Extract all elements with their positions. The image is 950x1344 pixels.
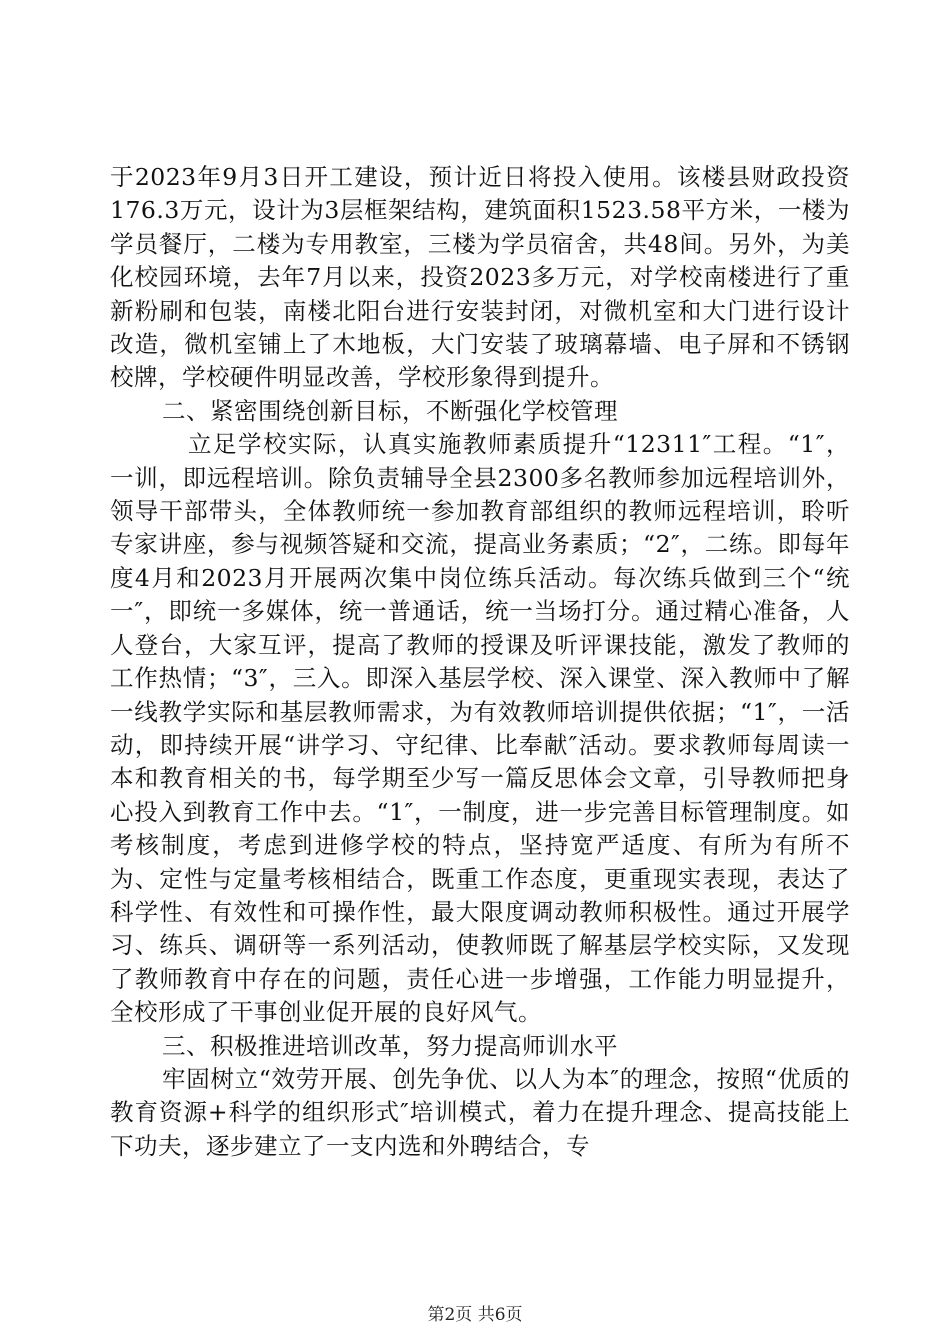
section-heading-3: 三、积极推进培训改革，努力提高师训水平: [162, 1031, 618, 1060]
paragraph-section-3: 牢固树立“效劳开展、创先争优、以人为本″的理念，按照“优质的教育资源+科学的组织形式″培训模式，着力在提升理念、提高技能上下功夫，逐步建立了一支内选和外聘结合，专: [110, 1064, 850, 1160]
section-heading-2: 二、紧密围绕创新目标，不断强化学校管理: [162, 396, 618, 425]
page-footer: 第2页 共6页: [427, 1305, 523, 1325]
document-body: [110, 161, 850, 1163]
paragraph-section-2: 立足学校实际，认真实施教师素质提升“12311″工程。“1″，一训，即远程培训。除负责辅导全县2300多名教师参加远程培训外，领导干部带头，全体教师统一参加教育部组织的教师远程培训，聆听专家讲座，参与视频答疑和交流，提高业务素质；“2″，二练。即每年度4月和2023月开展两次集中岗位练兵活动。每次练兵做到三个“统一″，即统一多媒体，统一普通话，统一当场打分。通过精心准备，人人登台，大家互评，提高了教师的授课及听评课技能，激发了教师的工作热情；“3″，三入。即深入基层学校、深入课堂、深入教师中了解一线教学实际和基层教师需求，为有效教师培训提供依据；“1″，一活动，即持续开展“讲学习、守纪律、比奉献″活动。要求教师每周读一本和教育相关的书，每学期至少写一篇反思体会文章，引导教师把身心投入到教育工作中去。“1″，一制度，进一步完善目标管理制度。如考核制度，考虑到进修学校的特点，坚持宽严适度、有所为有所不为、定性与定量考核相结合，既重工作态度，更重现实表现，表达了科学性、有效性和可操作性，最大限度调动教师积极性。通过开展学习、练兵、调研等一系列活动，使教师既了解基层学校实际，又发现了教师教育中存在的问题，责任心进一步增强，工作能力明显提升，全校形成了干事创业促开展的良好风气。: [110, 430, 850, 1027]
paragraph-continuation: 于2023年9月3日开工建设，预计近日将投入使用。该楼县财政投资176.3万元，设计为3层框架结构，建筑面积1523.58平方米，一楼为学员餐厅，二楼为专用教室，三楼为学员宿舍，共48间。另外，为美化校园环境，去年7月以来，投资2023多万元，对学校南楼进行了重新粉刷和包装，南楼北阳台进行安装封闭，对微机室和大门进行设计改造，微机室铺上了木地板，大门安装了玻璃幕墙、电子屏和不锈钢校牌，学校硬件明显改善，学校形象得到提升。: [110, 163, 850, 392]
